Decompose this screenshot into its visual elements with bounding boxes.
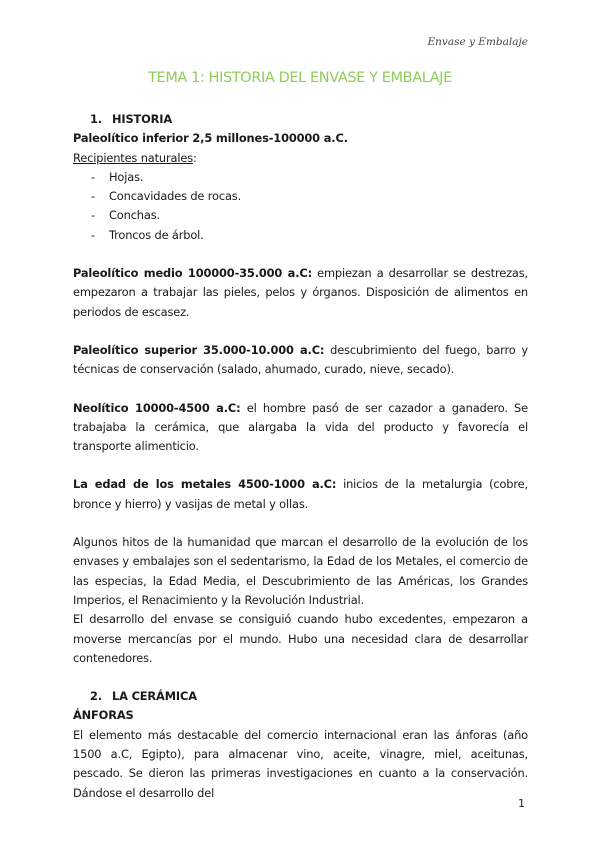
paragraph-text: empiezan a desarrollar se destrezas, empezaron a trabajar las pieles, pelos y órganos. Disposición de alimentos en periodos de escasez.	[73, 266, 528, 319]
paragraph-hitos: Algunos hitos de la humanidad que marcan el desarrollo de la evolución de los envases y embalajes son el sedentarismo, la Edad de los Metales, el comercio de las especias, la Edad Media, el Descubrimiento de las Américas, los Grandes Imperios, el Renacimiento y la Revolución Industrial.	[73, 535, 528, 607]
subheading-anforas: ÁNFORAS	[73, 708, 134, 723]
section-1-heading	[73, 110, 528, 129]
recipients-label-colon: :	[193, 150, 197, 165]
paragraph-neolitico	[73, 399, 528, 457]
period-paleolitico-inferior: Paleolítico inferior 2,5 millones-100000 a.C.	[73, 131, 348, 146]
paragraph-edad-metales	[73, 475, 528, 514]
list-item: - Conchas.	[91, 206, 528, 225]
page-number: 1	[518, 797, 525, 810]
paragraph-anforas: El elemento más destacable del comercio internacional eran las ánforas (año 1500 a.C, Egipto), para almacenar vino, aceite, vinagre, miel, aceitunas, pescado. Se dieron las primeras investigaciones en cuanto a la conservación. Dándose el desarrollo del	[73, 727, 528, 800]
section-1-number: 1.	[90, 112, 102, 126]
section-2-title: LA CERÁMICA	[112, 689, 197, 704]
paragraph-text: el hombre pasó de ser cazador a ganadero. Se trabajaba la cerámica, que alargaba la vida del producto y favorecía el transporte alimenticio.	[73, 400, 528, 454]
list-item: - Troncos de árbol.	[91, 226, 528, 245]
document-body	[73, 110, 528, 803]
paragraph-paleolitico-medio	[73, 264, 528, 322]
recipients-list	[73, 168, 528, 245]
bold-lead: La edad de los metales 4500-1000 a.C:	[73, 477, 337, 492]
paragraph-desarrollo: El desarrollo del envase se consiguió cuando hubo excedentes, empezaron a moverse mercancías por el mundo. Hubo una necesidad clara de desarrollar contenedores.	[73, 612, 528, 665]
section-1-title: HISTORIA	[112, 112, 173, 126]
section-2-number: 2.	[90, 689, 102, 704]
paragraph-paleolitico-superior	[73, 341, 528, 380]
paragraph-text: inicios de la metalurgia (cobre, bronce y hierro) y vasijas de metal y ollas.	[73, 477, 528, 511]
bold-lead: Paleolítico medio 100000-35.000 a.C:	[73, 266, 312, 281]
section-2-heading	[73, 687, 528, 706]
recipients-label	[73, 149, 528, 168]
list-item: - Concavidades de rocas.	[91, 187, 528, 206]
list-item: - Hojas.	[91, 168, 528, 187]
recipients-label-text: Recipientes naturales	[73, 150, 193, 165]
bold-lead: Paleolítico superior 35.000-10.000 a.C:	[73, 342, 325, 357]
paragraph-text: descubrimiento del fuego, barro y técnicas de conservación (salado, ahumado, curado, nieve, secado).	[73, 342, 528, 377]
page-header: Envase y Embalaje	[427, 36, 528, 48]
document-title: TEMA 1: HISTORIA DEL ENVASE Y EMBALAJE	[148, 70, 452, 86]
bold-lead: Neolítico 10000-4500 a.C:	[73, 400, 241, 415]
